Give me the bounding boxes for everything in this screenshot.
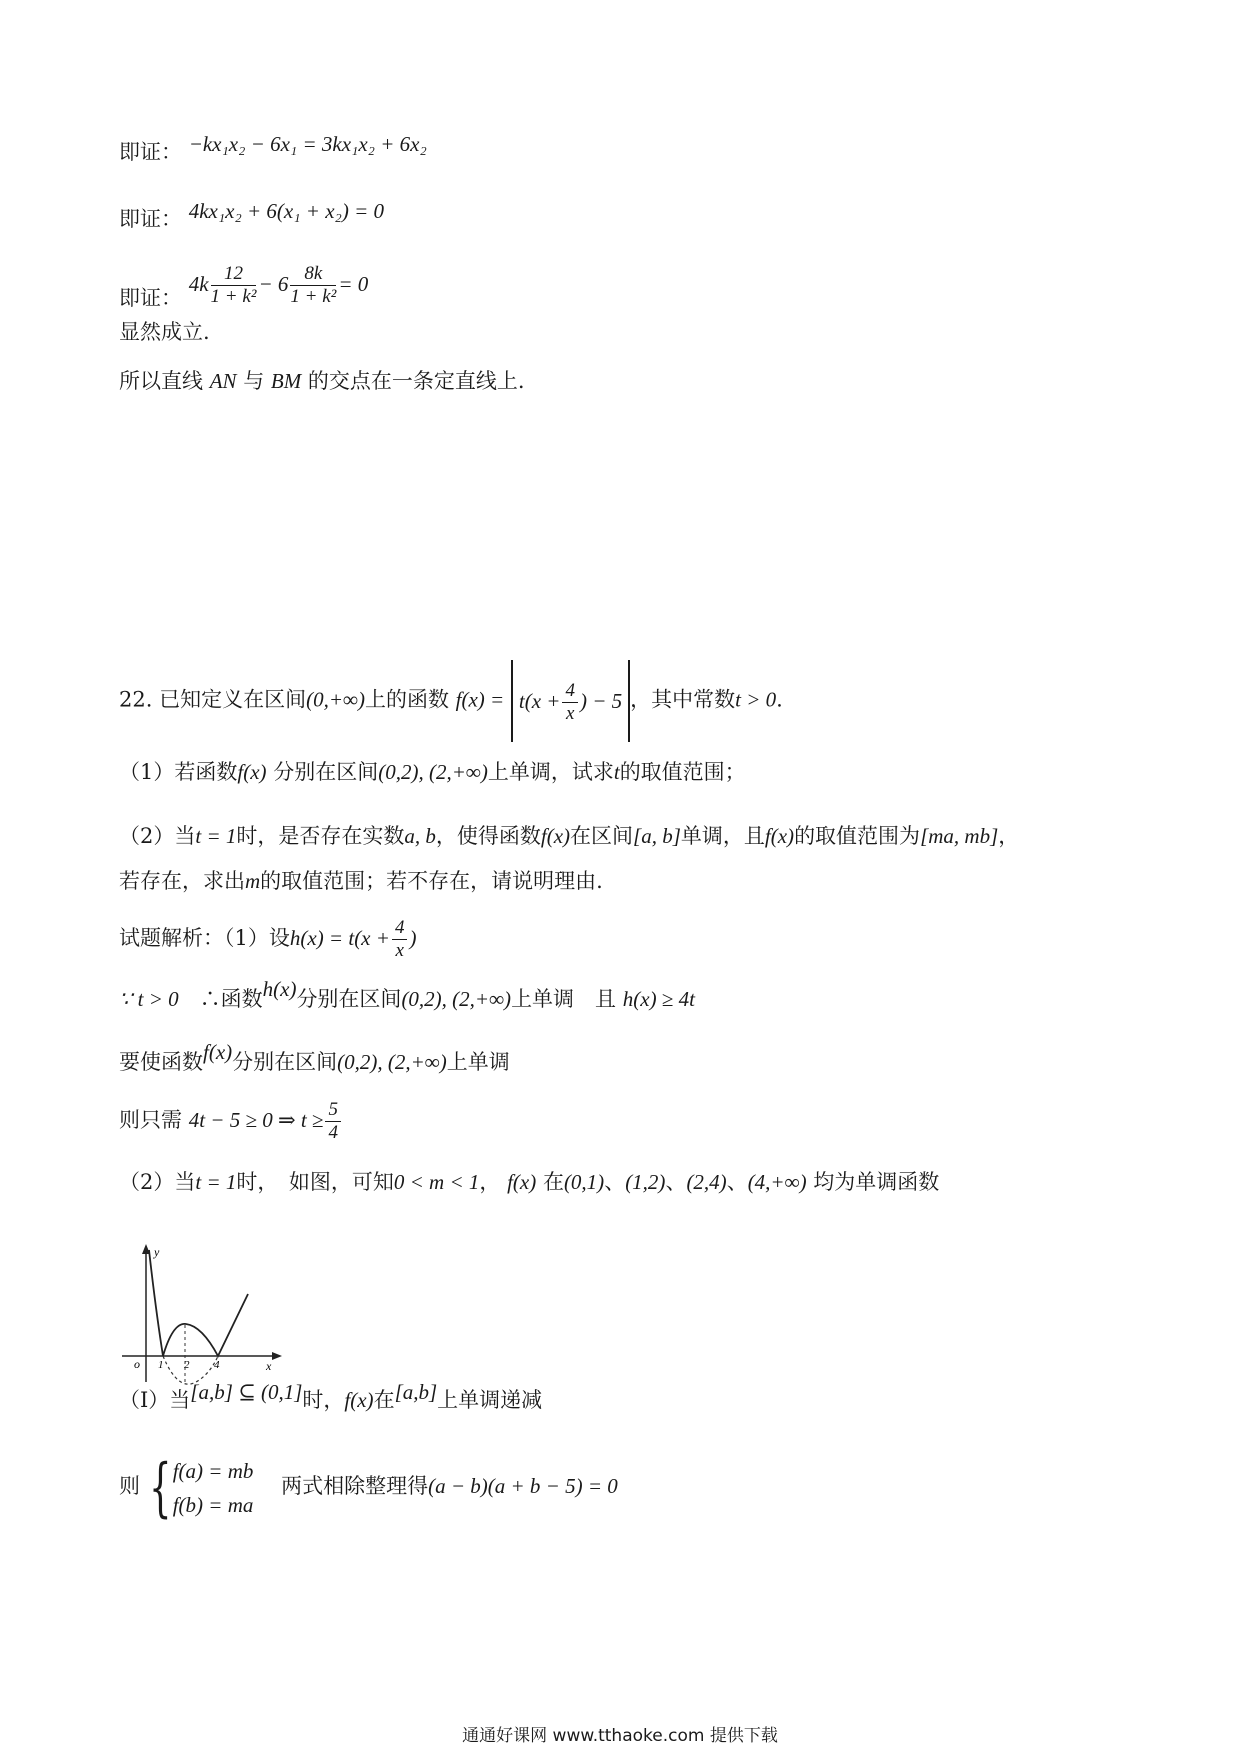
prefix: 即证： [119,207,182,231]
prefix: 即证： [119,286,182,310]
footer-text: 通通好课网 www.tthaoke.com 提供下载 [462,1726,778,1746]
x-axis-label: x [266,1359,272,1373]
solution-line-5: （2）当t = 1时， 如图，可知0 < m < 1， f(x) 在(0,1)、(1,2)、(2,4)、(4,+∞) 均为单调函数 [119,1170,940,1194]
solution-line-3: 要使函数f(x)分别在区间(0,2), (2,+∞)上单调 [119,1040,510,1074]
origin-label: o [134,1357,140,1371]
equation-system: f(a) = mb f(b) = ma [172,1458,254,1517]
problem-part-2-line-1: （2）当t = 1时，是否存在实数a, b，使得函数f(x)在区间[a, b]单调，且f(x)的取值范围为[ma, mb]， [119,824,1020,848]
tick-label-2: 2 [184,1359,190,1371]
problem-part-1: （1）若函数f(x) 分别在区间(0,2), (2,+∞)上单调，试求t的取值范围； [119,760,746,784]
problem-22-statement: 22. 已知定义在区间(0,+∞)上的函数 f(x) = t(x + $\frac{4}{x}$ ) − 5 ，其中常数t > 0. [119,660,783,742]
solution-line-7: 则 { f(a) = mb f(b) = ma 两式相除整理得(a − b)(a + b − 5) = 0 [119,1450,618,1525]
tick-label-4: 4 [214,1359,220,1371]
solution-line-2: ∵ t > 0 ∴函数h(x)分别在区间(0,2), (2,+∞)上单调 且 h(x) ≥ 4t [119,977,695,1011]
x-axis-arrow [272,1352,282,1360]
proof-line-4: 显然成立. [119,320,210,344]
left-brace: { [149,1450,172,1525]
function-curve [149,1250,248,1356]
solution-line-1: 试题解析：（1）设h(x) = t(x + $\frac{4}{x}$ ) [119,917,417,961]
function-graph [118,1242,288,1390]
equation: 4kx₁x₂ + 6(x₁ + x₂) = 0 [188,199,384,223]
absolute-value-expression: t(x + $\frac{4}{x}$ ) − 5 [511,660,630,742]
fraction-2: $\frac{8k}{\text{1 + k²}}$ [290,263,337,307]
proof-line-3: 即证： 4k $\frac{12}{\text{1 + k²}}$ − 6 $\frac{8k}{\text{1 + k²}}$ = 0 [119,263,369,310]
fraction-1: $\frac{12}{\text{1 + k²}}$ [210,263,257,307]
solution-line-4: 则只需 4t − 5 ≥ 0 ⇒ t ≥ $\frac{5}{4}$ [119,1090,343,1150]
equation: −kx₁x₂ − 6x₁ = 3kx₁x₂ + 6x₂ [188,132,427,156]
proof-conclusion: 所以直线 AN 与 BM 的交点在一条定直线上. [119,369,525,393]
tick-label-1: 1 [158,1359,164,1371]
proof-line-2 [119,199,384,233]
solution-line-6: （Ⅰ）当[a,b] ⊆ (0,1]时，f(x)在[a,b]上单调递减 [119,1380,543,1412]
y-axis-label: y [154,1245,160,1259]
problem-part-2-line-2: 若存在，求出m的取值范围；若不存在，请说明理由. [119,869,603,893]
prefix: 即证： [119,140,182,164]
proof-line-1 [119,132,427,166]
